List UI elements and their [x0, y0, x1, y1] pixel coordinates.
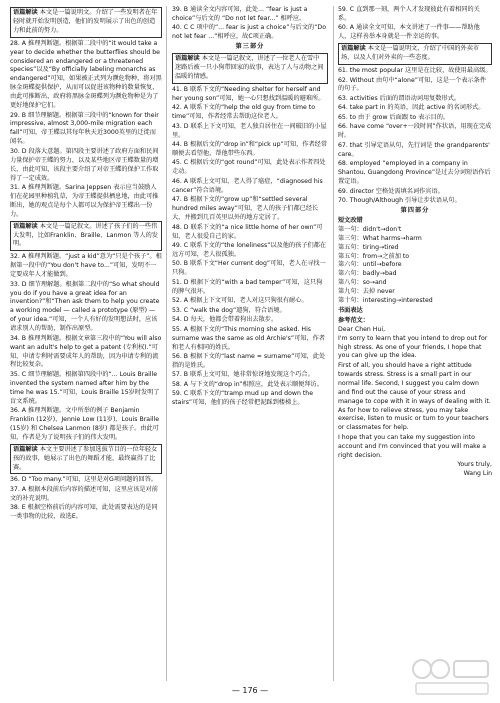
box-text: 本文是一篇记叙文，讲述了一位老人在雪中迷路后被一只小狗带回家的故事，表达了人与动物之间温暖的情感。: [175, 55, 324, 80]
signature-line: Wang Lin: [463, 470, 492, 478]
box-label: 语篇解读: [341, 45, 366, 53]
text-line: 第八句：so→and: [338, 279, 387, 287]
text-line: 第六句：until→before: [338, 261, 402, 269]
answer-paragraph: 64. take part in 的英语，因此 active 的名词形式。: [338, 104, 485, 112]
box-text: 本文是一篇说明文。介绍了一些发明者在年轻时就开始发明创造，他们的发明展示了出色的创造力和此前的努力。: [13, 9, 158, 34]
answer-paragraph: 47. B 根据下文的“grow up”和“settled several hundred miles away”可知，老人的孩子们都已经长大，并搬到几百英里以外的地方定居了。: [172, 196, 319, 222]
discourse-box: [10, 221, 162, 252]
answer-paragraph: 54. D 每天，他都会带着狗出去散步。: [172, 316, 278, 324]
column-left: [10, 6, 162, 523]
answer-paragraph: 65. to 由于 grow 后面跟 to 表示目的。: [338, 113, 450, 121]
answer-paragraph: 59. C 联系下文的“tramp mud up and down the stairs”可知，他们的孩子经常把泥踩到楼梯上。: [172, 390, 314, 407]
column-divider: [333, 6, 334, 681]
answer-paragraph: 68. employed “employed in a company in Shantou, Guangdong Province”是过去分词短语作后置定语。: [338, 160, 491, 186]
answer-paragraph: 51. D 根据下文的“with a bad temper”可知，这只狗的脾气很坏。: [172, 278, 323, 295]
answer-paragraph: 69. director 空格处需填名词作宾语。: [338, 187, 444, 195]
answer-paragraph: I hope that you can take my suggestion into account and I'm convinced that you will make a right decision.: [338, 433, 487, 459]
answer-paragraph: 53. C “walk the dog”遛狗，符合语境。: [172, 306, 286, 314]
column-right: [338, 6, 492, 479]
discourse-box: [10, 7, 162, 38]
box-text: 本文是一篇记叙文。讲述了孩子们的一些伟大发明，比如Franklin、Braille、Lanmon 等人的发明。: [13, 222, 158, 248]
answer-paragraph: I'm sorry to learn that you intend to drop out for high stress. As one of your friends, I hope that you can give up the idea.: [338, 334, 488, 360]
text-line: 第十句：interesting→interested: [338, 297, 433, 305]
answer-paragraph: 38. E 根据空格前后的内容可知，此处需要表达的是同一类事物的比较，故选E。: [10, 504, 158, 521]
text-line: 第三句：What harms→harm: [338, 234, 422, 242]
signature-line: Yours truly,: [457, 461, 492, 469]
column-divider: [166, 6, 167, 681]
answer-paragraph: 30. D 段落大意题。第四段主要讲述了政府方面和民间力量保护帝王蝶的努力，以及某些地区帝王蝶数量的增长，由此可知，该段主要介绍了对帝王蝶的保护工作取得了一定成效。: [10, 147, 159, 182]
subheading: 参考范文：: [338, 316, 369, 324]
answer-paragraph: 60. A 通读全文可知，本文讲述了一件事——帮助他人，这样善举本身就是一件幸运的事。: [338, 24, 480, 41]
box-label: 语篇解读: [175, 55, 200, 63]
subheading: 短文改错: [338, 216, 363, 224]
answer-paragraph: 48. D 联系下文的“a nice little home of her own”可知，老人很爱自己的家。: [172, 223, 323, 240]
answer-paragraph: 29. B 细节理解题。根据第三段中的“known for their impressive, almost 3,000-mile migration each fall”可知，帝王蝶以其每年秋天近3000英里的迁徙而闻名。: [10, 111, 159, 146]
answer-paragraph: First of all, you should have a right attitude towards stress. Stress is a small part in our normal life. Second, I suggest you calm down and find out the cause of your stress and manage to cope with it in ways of dealing with it. As for how to relieve stress, you may take exercise, listen to music or turn to your teachers or classmates for help.: [338, 361, 491, 432]
answer-paragraph: 52. A 根据上下文可知，老人对这只狗很有耐心。: [172, 297, 308, 305]
discourse-box: [10, 444, 162, 475]
text-line: 第五句：from→之前加 to: [338, 252, 410, 260]
answer-paragraph: 56. B 根据下文的“last name = surname”可知，此处指的是姓氏。: [172, 353, 326, 369]
section-heading: 第三部分: [235, 43, 265, 51]
answer-paragraph: 44. B 根据后文的“drop in”和“pick up”可知，作者经常顺便去看望他，帮他带些东西。: [172, 141, 328, 157]
answer-paragraph: 55. A 根据下文的“This morning she asked. His surname was the same as old Archie's”可知，作者和老人有相同的姓氏。: [172, 325, 326, 351]
answer-paragraph: 45. C 根据后文的“got round”可知，此处表示作者四处走动。: [172, 159, 326, 176]
answer-paragraph: 66. have come “over+一段时间”作状语，用现在完成时。: [338, 123, 492, 140]
answer-paragraph: 62. Without 由句中“alone”可知，这是一个表示条件的句子。: [338, 76, 487, 93]
box-label: 语篇解读: [13, 445, 38, 453]
column-middle: [172, 6, 328, 409]
answer-paragraph: 34. B 推理判断题。根据文章第三段中的“You will also want an adult's help to get a patent (专利权).”可知，申请专利时需要成年人的帮助，因为申请专利的流程比较复杂。: [10, 334, 162, 369]
box-text: 本文主要讲述了参加选拔节目的一位年轻女孩的故事，她展示了出色的舞蹈才能，最终赢得了比赛。: [13, 445, 158, 471]
answer-paragraph: 28. A 推理判断题。根据第二段中的“it would take a year to decide whether the butterflies should be considered an endangered or a threatened species”以及“By officially labeling monarchs as endangered”可知，如果被正式列为濒危物种，将对黑脉金斑蝶提供保护，从而可以促进该物种的数量恢复，由此可推断出，政府将黑脉金斑蝶列为濒危物种是为了更好地保护它们。: [10, 39, 162, 110]
discourse-box: [172, 53, 328, 84]
answer-paragraph: 36. A 推理判断题。文中所举的例子 Benjamin Franklin (12岁)、Jennie Low (11岁)、Louis Braille (15岁) 和 Chelsea Lanmon (8岁) 都是孩子。由此可知，作者是为了说明孩子们的伟大发明。: [10, 407, 160, 441]
answer-paragraph: 50. B 联系下文“Her current dog”可知，老人在寻找一只狗。: [172, 260, 326, 277]
watermark-logo-icon: [410, 655, 494, 699]
answer-paragraph: 43. D 联系上下文可知，老人独自居住在一间破旧的小屋里。: [172, 122, 327, 139]
answer-paragraph: 32. A 推理判断题。“just a kid”意为“只是个孩子”。根据第一段中的“You don't have to...”可知，发明不一定要成年人才能做到。: [10, 253, 162, 279]
subheading: 书面表达: [338, 306, 363, 314]
text-line: 第五句：tiring→tired: [338, 243, 399, 251]
answer-paragraph: 41. B 联系下文的“Needing shelter for herself and her young son”可知，她一心只想找到温暖的避难所。: [172, 85, 325, 102]
answer-paragraph: 58. A 与下文的“drop in”相照应，此处表示顺便拜访。: [172, 380, 323, 388]
discourse-box: [338, 43, 492, 65]
answer-paragraph: 40. C C 项中的“... fear is just a choice”与后文的“Do not let fear ...”相呼应，故C项正确。: [172, 24, 326, 41]
page-number: — 176 —: [231, 686, 269, 695]
answer-paragraph: 63. activities 后面的谓语动词用复数形式。: [338, 94, 461, 102]
answer-paragraph: 33. D 细节理解题。根据第二段中的“So what should you do if you have a great idea for an invention?”和“Then ask them to help you create a working model — called a prototype (原型) — of your idea.”可知，一个人有好的发明想法时，应该请求别人的帮助，制作出原型。: [10, 280, 160, 333]
answer-paragraph: 37. A 根据本段前后内容的描述可知，这里应该是对前文的补充说明。: [10, 485, 158, 502]
answer-paragraph: 42. A 联系下文的“help the old guy from time to time”可知，作者经常去帮助这位老人。: [172, 104, 316, 121]
answer-paragraph: 59. C 直到那一刻，两个人才发现彼此有着相同的关系。: [338, 6, 480, 22]
section-heading: 第四部分: [400, 206, 430, 214]
answer-paragraph: 31. A 推理判断题。Sarina Jeppsen 表示应当鼓励人们在花园里种植乳草，为帝王蝶提供栖息地，由此可推断出，她的观点是每个人都可以为保护帝王蝶出一份力。: [10, 184, 159, 218]
text-line: Dear Chen Hui,: [338, 325, 386, 333]
text-line: 第九句：去掉 never: [338, 288, 395, 296]
answer-paragraph: 61. the most popular 这里是在比较，故使用最高级。: [338, 67, 492, 75]
answer-paragraph: 57. B 联系上文可知，她非常惊讶地发现这个巧合。: [172, 371, 314, 379]
text-line: 第六句：badly→bad: [338, 270, 397, 278]
answer-paragraph: 35. C 细节理解题。根据第四段中的“... Louis Braille invented the system named after him by the time he was 15.”可知，Louis Braille 15岁时发明了盲文系统。: [10, 370, 160, 405]
answer-paragraph: 70. Though/Although 引导让步状语从句。: [338, 197, 461, 205]
box-label: 语篇解读: [13, 222, 38, 230]
answer-paragraph: 39. B 通读全文内容可知，此处... “fear is just a choice”与后文的 “Do not let fear...” 相呼应。: [172, 6, 308, 22]
text-line: 第一句：didn't→don't: [338, 225, 402, 233]
answer-paragraph: 67. that 引导定语从句，先行词是 the grandparents' care。: [338, 141, 490, 158]
box-label: 语篇解读: [13, 9, 38, 16]
box-text: 本文是一篇说明文，介绍了中国的外卖市场，以及人们对外卖的一些态度。: [341, 45, 480, 62]
answer-paragraph: 36. D “Too many.”可知，这里是对G项问题的回答。: [10, 476, 158, 484]
answer-paragraph: 49. C 联系下文的“the loneliness”以及他的孩子们都在远方可知，老人很孤独。: [172, 242, 327, 258]
answer-paragraph: 46. A 联系上文可知，老人得了癌症，“diagnosed his cancer”符合语境。: [172, 177, 323, 194]
